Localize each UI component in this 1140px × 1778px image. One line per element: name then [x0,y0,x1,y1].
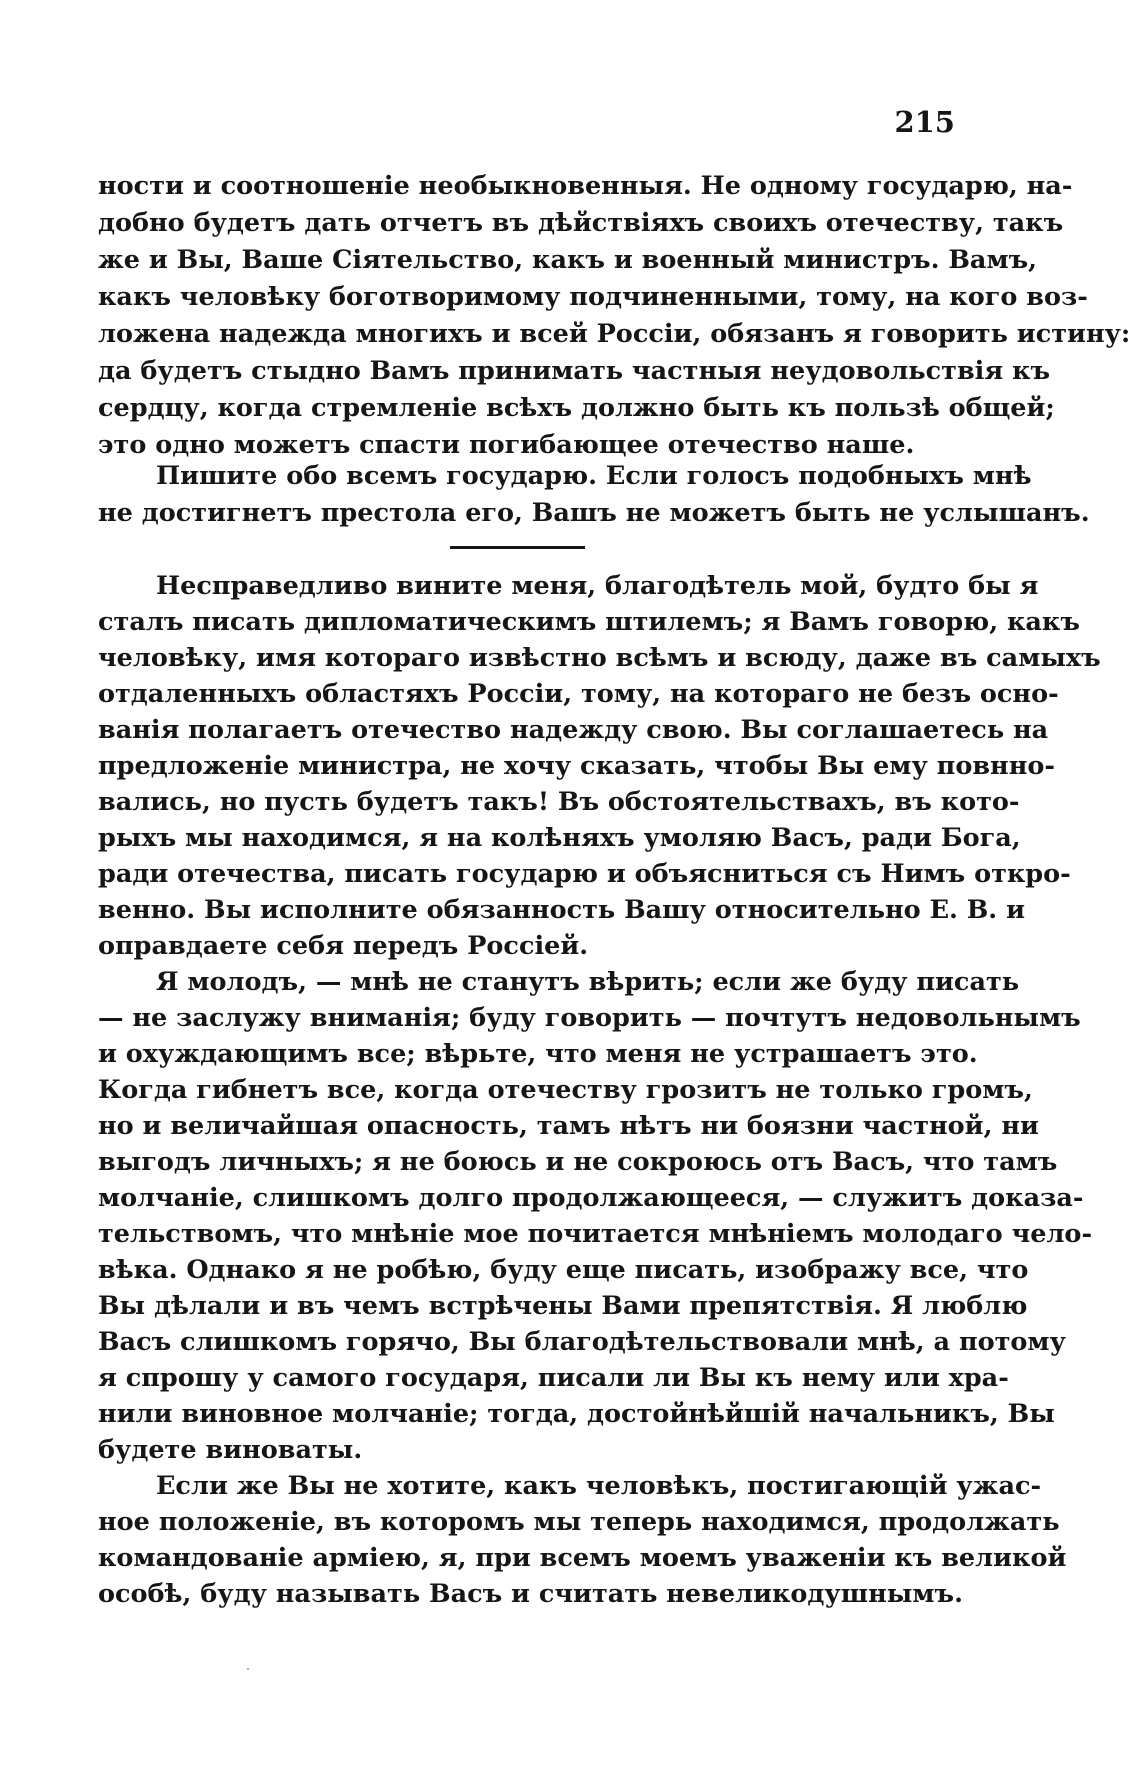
text-line: добно будетъ дать отчетъ въ дѣйствіяхъ своихъ отечеству, такъ [98,208,1064,238]
text-line: и охуждающимъ все; вѣрьте, что меня не устрашаетъ это. [98,1039,978,1069]
text-line: тельствомъ, что мнѣніе мое почитается мнѣніемъ молодаго чело- [98,1219,1093,1249]
text-line: Если же Вы не хотите, какъ человѣкъ, постигающій ужас- [156,1471,1042,1501]
text-line: сердцу, когда стремленіе всѣхъ должно быть къ пользѣ общей; [98,393,1055,423]
text-line: ванія полагаетъ отечество надежду свою. Вы соглашаетесь на [98,715,1049,745]
section-separator [450,546,585,549]
text-line: ради отечества, писать государю и объясниться съ Нимъ откро- [98,859,1071,889]
text-line: вѣка. Однако я не робѣю, буду еще писать, изображу все, что [98,1255,1029,1285]
page-number: 215 [894,105,955,139]
text-line: оправдаете себя передъ Россіей. [98,931,589,961]
text-line: же и Вы, Ваше Сіятельство, какъ и военный министръ. Вамъ, [98,245,1038,275]
text-line: молчаніе, слишкомъ долго продолжающееся, — служитъ доказа- [98,1183,1084,1213]
text-line: Когда гибнетъ все, когда отечеству грозитъ не только громъ, [98,1075,1033,1105]
text-line: это одно можетъ спасти погибающее отечество наше. [98,430,915,460]
text-line: рыхъ мы находимся, я на колѣняхъ умоляю Васъ, ради Бога, [98,823,1021,853]
text-line: да будетъ стыдно Вамъ принимать частныя неудовольствія къ [98,356,1051,386]
text-line: Васъ слишкомъ горячо, Вы благодѣтельствовали мнѣ, а потому [98,1327,1066,1357]
text-line: будете виноваты. [98,1435,363,1465]
text-line: нили виновное молчаніе; тогда, достойнѣйшій начальникъ, Вы [98,1399,1055,1429]
text-line: особѣ, буду называть Васъ и считать невеликодушнымъ. [98,1579,963,1609]
text-line: — не заслужу вниманія; буду говорить — почтутъ недовольнымъ [98,1003,1081,1033]
text-line: Я молодъ, — мнѣ не станутъ вѣрить; если же буду писать [156,967,1020,997]
print-speck [247,1668,249,1670]
text-line: выгодъ личныхъ; я не боюсь и не сокроюсь отъ Васъ, что тамъ [98,1147,1058,1177]
text-line: ложена надежда многихъ и всей Россіи, обязанъ я говорить истину: [98,319,1131,349]
text-line: ности и соотношеніе необыкновенныя. Не одному государю, на- [98,171,1073,201]
text-line: я спрошу у самого государя, писали ли Вы къ нему или хра- [98,1363,1009,1393]
text-line: отдаленныхъ областяхъ Россіи, тому, на котораго не безъ осно- [98,679,1059,709]
text-line: не достигнетъ престола его, Вашъ не можетъ быть не услышанъ. [98,498,1090,528]
text-line: венно. Вы исполните обязанность Вашу относительно Е. В. и [98,895,1025,925]
text-line: какъ человѣку боготворимому подчиненными, тому, на кого воз- [98,282,1088,312]
text-line: сталъ писать дипломатическимъ штилемъ; я Вамъ говорю, какъ [98,607,1080,637]
text-line: Вы дѣлали и въ чемъ встрѣчены Вами препятствія. Я люблю [98,1291,1028,1321]
text-line: но и величайшая опасность, тамъ нѣтъ ни боязни частной, ни [98,1111,1039,1141]
text-line: ное положеніе, въ которомъ мы теперь находимся, продолжать [98,1507,1060,1537]
text-line: командованіе арміею, я, при всемъ моемъ уваженіи къ великой [98,1543,1067,1573]
text-line: вались, но пусть будетъ такъ! Въ обстоятельствахъ, въ кото- [98,787,1020,817]
text-line: предложеніе министра, не хочу сказать, чтобы Вы ему повнно- [98,751,1055,781]
text-line: Несправедливо вините меня, благодѣтель мой, будто бы я [156,571,1039,601]
text-line: Пишите обо всемъ государю. Если голосъ подобныхъ мнѣ [156,461,1032,491]
text-line: человѣку, имя котораго извѣстно всѣмъ и всюду, даже въ самыхъ [98,643,1101,673]
